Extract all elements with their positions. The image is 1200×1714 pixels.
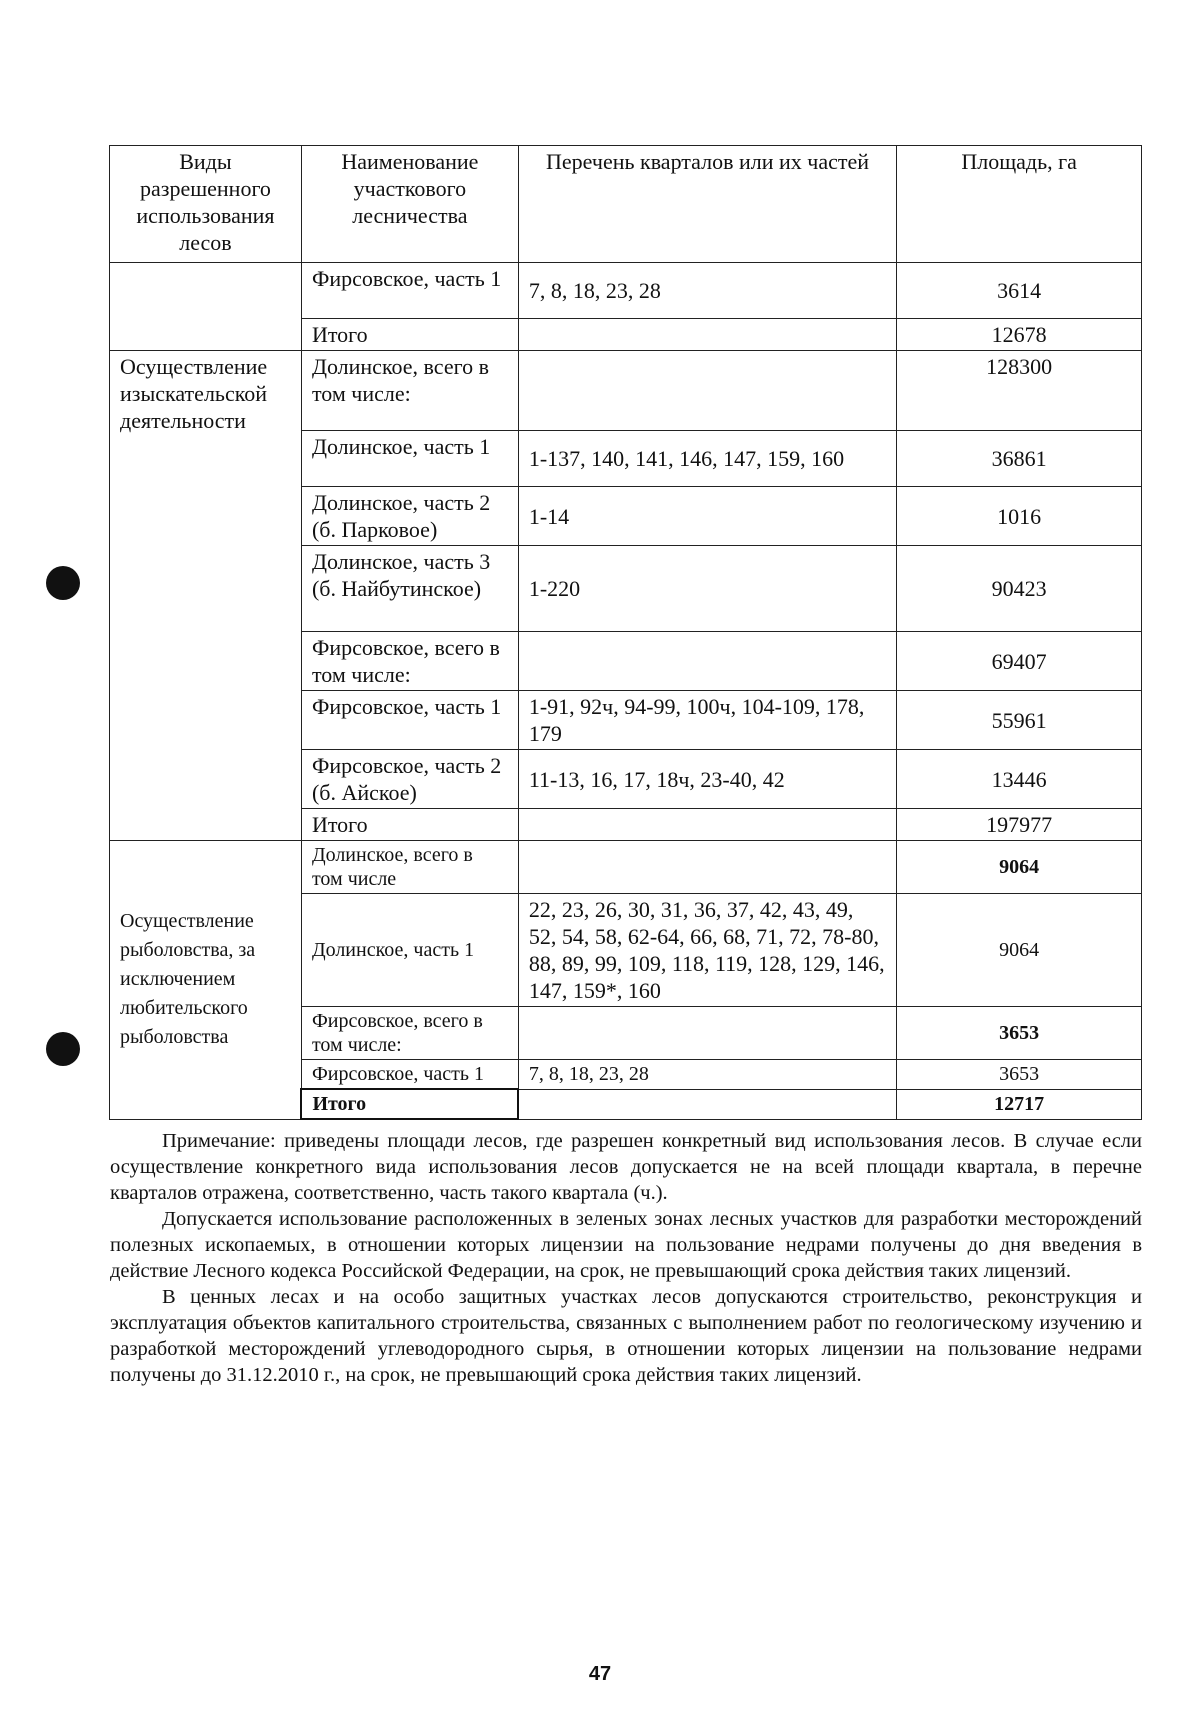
header-quarters: Перечень кварталов или их частей xyxy=(518,146,896,263)
cell-quarters xyxy=(518,351,896,431)
cell-quarters: 1-220 xyxy=(518,546,896,632)
note-paragraph: Допускается использование расположенных в зеленых зонах лесных участков для разработки месторождений полезных ископаемых, в отношении которых лицензии на пользование недрами получены до дня введения в действие Лесного кодекса Российской Федерации, на срок, не превышающий срока действия таких лицензий. xyxy=(110,1208,1142,1282)
note-paragraph: В ценных лесах и на особо защитных участках лесов допускаются строительство, реконструкция и эксплуатация объектов капитального строительства, связанных с выполнением работ по геологическому изучению и разработкой месторождений углеводородного сырья, в отношении которых лицензии на пользование недрами получены до 31.12.2010 г., на срок, не превышающий срока действия таких лицензий. xyxy=(110,1286,1142,1386)
cell-district: Долинское, часть 3 (б. Найбутинское) xyxy=(301,546,518,632)
cell-type xyxy=(110,263,302,351)
table-row xyxy=(110,351,1142,431)
cell-district: Фирсовское, часть 2 (б. Айское) xyxy=(301,750,518,809)
cell-quarters: 7, 8, 18, 23, 28 xyxy=(518,263,896,319)
cell-district: Долинское, часть 1 xyxy=(301,894,518,1007)
cell-quarters: 22, 23, 26, 30, 31, 36, 37, 42, 43, 49, 52, 54, 58, 62-64, 66, 68, 71, 72, 78-80, 88, 89, 99, 109, 118, 119, 128, 129, 146, 147, 159*, 160 xyxy=(518,894,896,1007)
header-type: Виды разрешенного использования лесов xyxy=(110,146,302,263)
cell-area: 1016 xyxy=(897,487,1142,546)
cell-quarters xyxy=(518,1007,896,1060)
table-row xyxy=(110,263,1142,319)
cell-district: Долинское, часть 2 (б. Парковое) xyxy=(301,487,518,546)
cell-area: 3653 xyxy=(897,1007,1142,1060)
cell-area: 197977 xyxy=(897,809,1142,841)
cell-district: Долинское, всего в том числе xyxy=(301,841,518,894)
cell-type: Осуществление рыболовства, за исключением любительского рыболовства xyxy=(110,841,302,1120)
cell-area: 12717 xyxy=(897,1089,1142,1119)
forest-use-table xyxy=(109,145,1142,1120)
page-number: 47 xyxy=(588,1663,612,1685)
punch-hole-mark xyxy=(46,1032,80,1066)
table-row xyxy=(110,841,1142,894)
header-district: Наименование участкового лесничества xyxy=(301,146,518,263)
cell-area: 55961 xyxy=(897,691,1142,750)
cell-quarters: 11-13, 16, 17, 18ч, 23-40, 42 xyxy=(518,750,896,809)
cell-quarters xyxy=(518,809,896,841)
cell-area: 12678 xyxy=(897,319,1142,351)
cell-area: 90423 xyxy=(897,546,1142,632)
table-header-row xyxy=(110,146,1142,263)
note-paragraph: Примечание: приведены площади лесов, где разрешен конкретный вид использования лесов. В случае если осуществление конкретного вида использования лесов допускается не на всей площади квартала, в перечне кварталов отражена, соответственно, часть такого квартала (ч.). xyxy=(110,1130,1142,1204)
cell-district: Фирсовское, всего в том числе: xyxy=(301,1007,518,1060)
cell-district: Фирсовское, часть 1 xyxy=(301,691,518,750)
cell-area: 9064 xyxy=(897,841,1142,894)
cell-area: 3614 xyxy=(897,263,1142,319)
cell-district: Фирсовское, часть 1 xyxy=(301,1060,518,1090)
cell-quarters xyxy=(518,1089,896,1119)
cell-district: Итого xyxy=(301,1089,518,1119)
cell-quarters xyxy=(518,632,896,691)
cell-quarters xyxy=(518,841,896,894)
cell-type: Осуществление изыскательской деятельности xyxy=(110,351,302,841)
header-area: Площадь, га xyxy=(897,146,1142,263)
cell-area: 36861 xyxy=(897,431,1142,487)
cell-area: 3653 xyxy=(897,1060,1142,1090)
cell-district: Фирсовское, всего в том числе: xyxy=(301,632,518,691)
cell-area: 13446 xyxy=(897,750,1142,809)
punch-hole-mark xyxy=(46,566,80,600)
cell-quarters: 7, 8, 18, 23, 28 xyxy=(518,1060,896,1090)
cell-quarters: 1-137, 140, 141, 146, 147, 159, 160 xyxy=(518,431,896,487)
cell-district: Долинское, часть 1 xyxy=(301,431,518,487)
cell-area: 9064 xyxy=(897,894,1142,1007)
cell-quarters: 1-91, 92ч, 94-99, 100ч, 104-109, 178, 179 xyxy=(518,691,896,750)
cell-area: 128300 xyxy=(897,351,1142,431)
cell-quarters: 1-14 xyxy=(518,487,896,546)
cell-quarters xyxy=(518,319,896,351)
cell-district: Итого xyxy=(301,319,518,351)
cell-district: Фирсовское, часть 1 xyxy=(301,263,518,319)
notes-section xyxy=(110,1128,1142,1388)
cell-area: 69407 xyxy=(897,632,1142,691)
cell-district: Итого xyxy=(301,809,518,841)
cell-district: Долинское, всего в том числе: xyxy=(301,351,518,431)
